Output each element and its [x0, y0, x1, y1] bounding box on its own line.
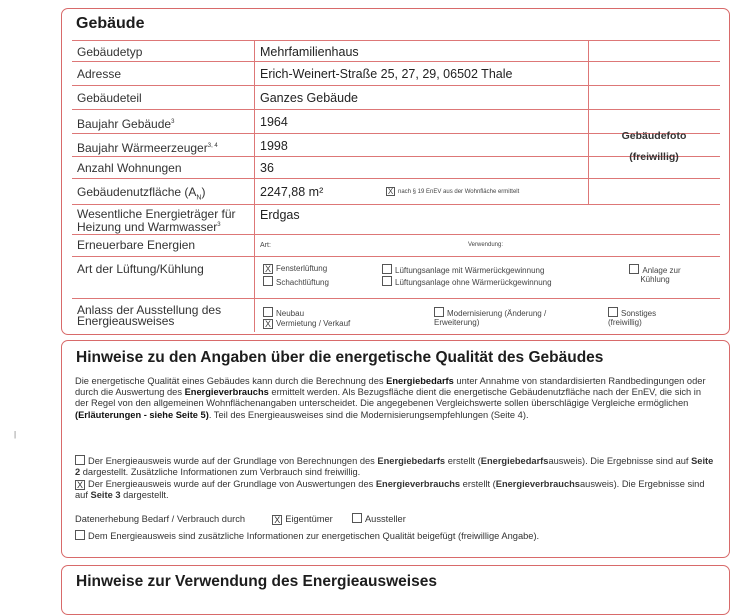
label-building-part: Gebäudeteil: [77, 91, 142, 105]
extra-info-checkbox[interactable]: [75, 530, 85, 540]
vent-with-recovery-checkbox[interactable]: [382, 264, 392, 274]
vent-cooling: Anlage zur Kühlung: [620, 264, 690, 284]
label-occasion: Anlass der Ausstellung des Energieausweises: [77, 303, 222, 328]
value-building-type: Mehrfamilienhaus: [260, 45, 359, 59]
value-address: Erich-Weinert-Straße 25, 27, 29, 06502 Thale: [260, 67, 513, 81]
notes-paragraph: Die energetische Qualität eines Gebäudes kann durch die Berechnung des Energiebedarfs unter Annahme von standardisierten Randbedingungen oder durch die Auswertung des Energieverbrauchs ermittelt werden. Als Bezugsfläche dient die energetische Gebäudenutzfläche nach der EnEV, die sich in der Regel von den allgemeinen Wohnflächenangaben unterscheidet. Die angegebenen Vergleichswerte sollen überschlägige Vergleiche ermöglichen (Erläuterungen - siehe Seite 5). Teil des Energieausweises sind die Modernisierungsempfehlungen (Seite 4).: [75, 376, 706, 420]
occasion-new-checkbox[interactable]: [263, 307, 273, 317]
margin-mark: |: [14, 430, 17, 439]
building-title: Gebäude: [76, 15, 145, 32]
vent-without-recovery-checkbox[interactable]: [382, 276, 392, 286]
vent-with-recovery: Lüftungsanlage mit Wärmerückgewinnung: [382, 264, 544, 275]
renewables-type: Art:: [260, 242, 271, 249]
label-energy-carrier: Wesentliche Energieträger für Heizung und Warmwasser$^3$: [77, 207, 236, 234]
option-demand: Der Energieausweis wurde auf der Grundlage von Berechnungen des Energiebedarfs erstellt (Energiebedarfsausweis). Die Ergebnisse sind auf Seite 2 dargestellt. Zusätzliche Informationen zum Verbrauch sind freiwillig.: [75, 456, 714, 478]
occasion-other-checkbox[interactable]: [608, 307, 618, 317]
notes-title: Hinweise zu den Angaben über die energetische Qualität des Gebäudes: [76, 349, 604, 366]
photo-note: (freiwillig): [629, 151, 679, 163]
renewables-use: Verwendung:: [468, 242, 504, 248]
value-apartments: 36: [260, 161, 274, 175]
table-row: [72, 234, 720, 257]
notes-section: [61, 340, 730, 558]
vent-cooling-checkbox[interactable]: [629, 264, 639, 274]
occasion-other: Sonstiges (freiwillig): [608, 309, 657, 327]
occasion-modernization-checkbox[interactable]: [434, 307, 444, 317]
option-consumption: X Der Energieausweis wurde auf der Grundlage von Auswertungen des Energieverbrauchs erstellt (Energieverbrauchsausweis). Die Ergebnisse sind auf Seite 3 dargestellt.: [75, 479, 705, 501]
label-heater-year: Baujahr Wärmeerzeuger$^{3, 4}$: [77, 141, 218, 155]
extra-info: Dem Energieausweis sind zusätzliche Informationen zur energetischen Qualität beigefügt (freiwillige Angabe).: [75, 530, 715, 542]
table-row: [72, 178, 720, 205]
occasion-rent-checkbox[interactable]: X: [264, 319, 271, 329]
building-photo-placeholder[interactable]: [590, 130, 718, 163]
issuer-checkbox[interactable]: [352, 513, 362, 523]
vent-shaft-checkbox[interactable]: [263, 276, 273, 286]
usage-title: Hinweise zur Verwendung des Energieausweises: [76, 573, 437, 590]
vent-window-checkbox[interactable]: X: [264, 264, 271, 274]
usage-section: [61, 565, 730, 615]
occasion-modernization: Modernisierung (Änderung / Erweiterung): [434, 309, 547, 327]
table-row: [72, 256, 720, 299]
data-collection: Datenerhebung Bedarf / Verbrauch durch X Eigentümer Aussteller: [75, 514, 406, 525]
label-renewables: Erneuerbare Energien: [77, 238, 196, 252]
issuer-label: Aussteller: [364, 514, 406, 524]
vent-window: X Fensterlüftung: [264, 264, 328, 274]
table-row: [72, 40, 720, 62]
value-building-part: Ganzes Gebäude: [260, 91, 358, 105]
label-ventilation: Art der Lüftung/Kühlung: [77, 262, 204, 276]
option-demand-checkbox[interactable]: [75, 455, 85, 465]
photo-title: Gebäudefoto: [621, 130, 687, 142]
label-usable-area: Gebäudenutzfläche $(A_N)$: [77, 185, 206, 202]
table-row: [72, 298, 720, 335]
label-construction-year: Baujahr Gebäude$^3$: [77, 117, 175, 131]
owner-label: Eigentümer: [285, 514, 333, 524]
value-energy-carrier: Erdgas: [260, 208, 300, 222]
area-note-checkbox[interactable]: X: [387, 187, 394, 196]
area-note: X nach § 19 EnEV aus der Wohnfläche ermittelt: [387, 187, 520, 196]
option-consumption-checkbox[interactable]: X: [76, 480, 83, 490]
label-address: Adresse: [77, 67, 122, 81]
occasion-rent: X Vermietung / Verkauf: [264, 319, 351, 329]
vent-shaft: Schachtlüftung: [263, 276, 329, 287]
value-heater-year: 1998: [260, 139, 288, 153]
table-row: [72, 85, 720, 110]
occasion-new: Neubau: [263, 307, 304, 318]
value-usable-area: 2247,88 m²: [260, 185, 324, 199]
value-construction-year: 1964: [260, 115, 288, 129]
owner-checkbox[interactable]: X: [274, 515, 281, 525]
label-apartments: Anzahl Wohnungen: [77, 161, 182, 175]
vent-without-recovery: Lüftungsanlage ohne Wärmerückgewinnung: [382, 276, 552, 287]
table-row: [72, 204, 720, 235]
building-table: [72, 40, 720, 340]
table-row: [72, 61, 720, 86]
label-building-type: Gebäudetyp: [77, 45, 143, 59]
